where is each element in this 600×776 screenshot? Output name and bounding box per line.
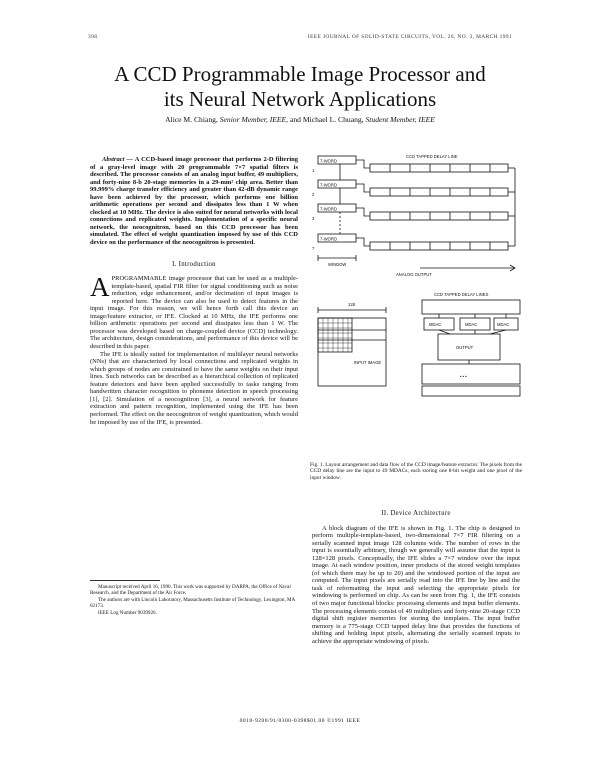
- right-column: [312, 510, 520, 645]
- title-line-2: its Neural Network Applications: [163, 87, 437, 111]
- fig-label-row-1: 1: [312, 168, 315, 173]
- author-conjunction: and: [289, 115, 301, 124]
- fig-label-7-word-7: 7-WORD: [320, 236, 337, 242]
- intro-paragraph-1: [90, 272, 298, 351]
- tapped-line-7: [370, 242, 508, 250]
- fig-label-row-2: 2: [312, 192, 315, 197]
- fig-label-7-word-3: 7-WORD: [320, 206, 337, 212]
- running-head: [88, 34, 512, 44]
- intro-paragraph-1-text: PROGRAMMABLE image processor that can be used as a multiple-template-based, spatial FIR filter for signal conditioning such as noise reduction, edge enhancement, and/or decimation of input images is reported here. The device can also be used to detect features in the input image. For this reason, we will hence forth call this device an image/feature extractor, or IFE. Clocked at 10 MHz, the IFE performs one billion arithmetic operations per second and dissipates less than 1 W. The processor was developed based on charge-coupled device (CCD) technology. The architecture, design considerations, and performance of this device will be described in this paper.: [90, 275, 298, 351]
- fig-label-mdac-3: MDAC: [497, 322, 510, 327]
- caption-text: Layout arrangement and data flow of the CCD image/feature extractor. The pixels from the CCD delay line are the input to 49 MDACs, each storing one 8-bit weight and one pixel of the input window.: [310, 462, 522, 481]
- drop-cap: A: [90, 272, 110, 303]
- abstract: [90, 156, 298, 247]
- left-column: [90, 156, 298, 426]
- fig-label-ccd-tapped-delay-line: CCD TAPPED DELAY LINE: [406, 154, 458, 159]
- fig-label-row-3: 3: [312, 216, 315, 221]
- figure-1: [310, 150, 525, 452]
- fig-label-dots: • • •: [460, 374, 467, 379]
- memory-block: [422, 364, 520, 384]
- footnote-log: IEEE Log Number 9039926.: [98, 610, 157, 617]
- footnotes: [90, 580, 298, 617]
- copyright-code: 0018-9200/91/0300-0398$01.00 ©1991 IEEE: [239, 718, 361, 724]
- authors: [60, 115, 540, 124]
- abstract-text: A CCD-based image processor that performs 2-D filtering of a gray-level image with 20 programmable 7×7 spatial filters is described. The processor consists of an analog input buffer, 49 multipliers, and forty-nine 8-b 20-stage memories in a 29-mm² chip area. Better than 99.999% charge transfer efficiency and greater than 42-dB dynamic range have been achieved by the processor, which performs one billion arithmetic operations per second and dissipates less than 1 W when clocked at 10 MHz. The device is also suited for neural networks with local connections and replicated weights. Implementation of a specific neural network, the neocognitron, based on this CCD processor has been simulated. The effect of weight quantization imposed by use of this CCD device on the performance of the neocognitron is presented.: [90, 156, 298, 247]
- page-number: 398: [88, 34, 98, 40]
- fig-label-7-word-1: 7-WORD: [320, 158, 337, 164]
- fig-label-ccd-tapped-delay-lines: CCD TAPPED DELAY LINES: [434, 292, 489, 297]
- architecture-paragraph-1: A block diagram of the IFE is shown in Fig. 1. The chip is designed to perform multiple-template-based, two-dimensional 7×7 FIR filtering on a serially scanned input image 128 columns wide. The number of rows in the input is essentially arbitrary, though we generally will assume that the input is 128×128 pixels. Conceptually, the IFE slides a 7×7 window over the input image. At each window position, inner products of the stored weight templates (of which there may be up to 20) and the windowed portion of the input are computed. The input pixels are serially read into the IFE line by line and the task of reformatting the input and selecting the appropriate pixels for windowing is performed on chip. As can be seen from Fig. 1, the IFE consists of two major functional blocks: processing elements and input buffer elements. The processing elements consist of 49 multipliers and forty-nine 20-stage CCD digital shift register memories for storing the templates. The input buffer memory is a 775-stage CCD tapped delay line that provides the functions of shifting and holding input pixels, alternating the serially scanned inputs to achieve the appropriate windowing of pixels.: [312, 524, 520, 645]
- author-2-role: Student Member, IEEE: [365, 115, 435, 124]
- fig-label-analog-output: ANALOG OUTPUT: [396, 272, 432, 277]
- journal-header: IEEE JOURNAL OF SOLID-STATE CIRCUITS, VOL. 26, NO. 3, MARCH 1991: [307, 34, 512, 40]
- fig-label-row-7: 7: [312, 246, 315, 251]
- figure-1-diagram: [310, 150, 525, 452]
- author-2-name: Michael L. Chuang,: [302, 115, 364, 124]
- tap-marks: [390, 164, 490, 250]
- memory-block-2: [422, 386, 520, 396]
- window-grid: [318, 318, 352, 352]
- tapped-line-1: [370, 164, 508, 172]
- abstract-lead: Abstract —: [102, 156, 133, 163]
- tapped-line-2: [370, 188, 508, 196]
- paper-title: [60, 62, 540, 112]
- author-1-name: Alice M. Chiang,: [165, 115, 218, 124]
- ccd-delay-lines-box: [422, 300, 520, 314]
- fig-label-7-word-2: 7-WORD: [320, 182, 337, 188]
- fig-label-input-image: INPUT IMAGE: [354, 360, 382, 365]
- title-line-1: A CCD Programmable Image Processor and: [114, 62, 486, 86]
- intro-paragraph-2: The IFE is ideally suited for implementation of multilayer neural networks (NNs) that are characterized by local connections and replicated weights in which groups of nodes are constrained to have the same weights on their input lines. Such networks can be described as a hierarchical collection of replicated feature detectors and have been applied successfully to tasks ranging from handwritten character recognition to phoneme detection in speech processing [1], [2]. Simulation of a neocognitron [3], a neural network for feature extraction and pattern recognition, implemented using the IFE has been performed. The effect on the neocognitron of weight quantization, which would be imposed by use of the IFE, is presented.: [90, 350, 298, 426]
- fig-label-128: 128: [348, 302, 355, 307]
- tapped-line-3: [370, 212, 508, 220]
- footnote-rule: [90, 580, 160, 581]
- fig-label-mdac-2: MDAC: [465, 322, 478, 327]
- caption-lead: Fig. 1.: [310, 462, 324, 468]
- figure-1-caption: [310, 462, 522, 481]
- footnote-affiliation: The authors are with Lincoln Laboratory, Massachusetts Institute of Technology, Lexington, MA 02173.: [90, 597, 295, 610]
- fig-label-mdac-1: MDAC: [429, 322, 442, 327]
- fig-label-window: WINDOW: [328, 262, 347, 267]
- section-heading-device-architecture: II. Device Architecture: [381, 510, 451, 517]
- section-heading-introduction: I. Introduction: [172, 260, 216, 268]
- footnote-manuscript: Manuscript received April 16, 1990. This work was supported by DARPA, the Office of Naval Research, and the Department of the Air Force.: [90, 584, 291, 597]
- fig-label-output: OUTPUT: [456, 345, 474, 350]
- author-1-role: Senior Member, IEEE,: [219, 115, 289, 124]
